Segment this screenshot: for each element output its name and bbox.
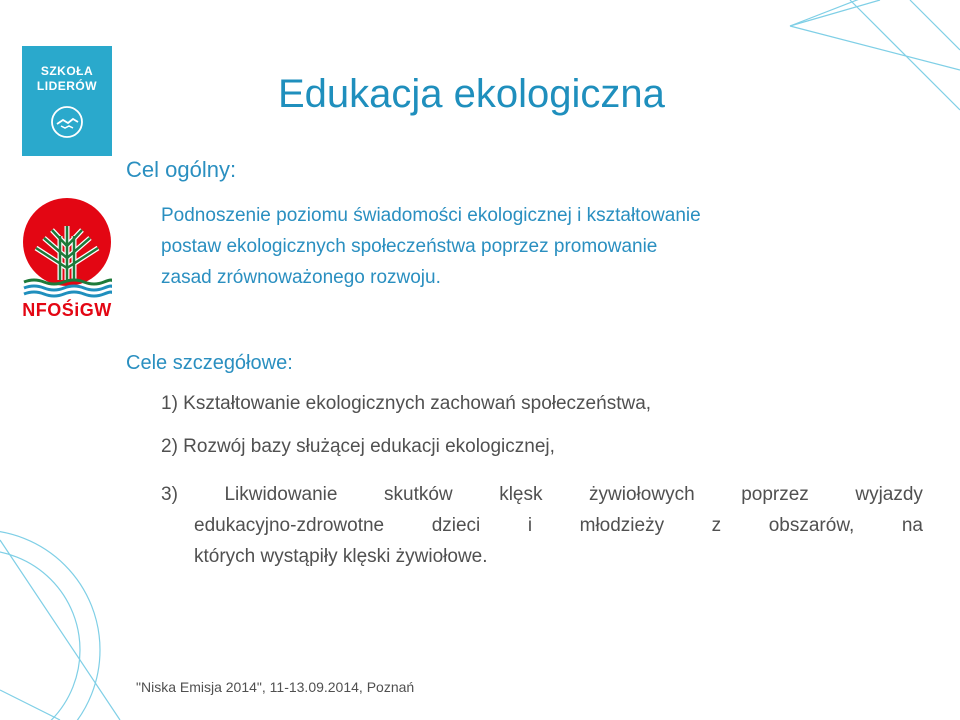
logo-line-2: LIDERÓW: [36, 79, 98, 93]
item-3-line-2: [161, 510, 923, 541]
word: 3): [161, 484, 178, 505]
word: młodzieży: [579, 515, 665, 536]
nfosigw-logo: [22, 196, 112, 322]
general-goal-line: postaw ekologicznych społeczeństwa poprzez promowanie: [161, 236, 658, 257]
specific-goal-item-2: 2) Rozwój bazy służącej edukacji ekologicznej,: [161, 436, 555, 457]
word: z: [711, 515, 722, 536]
general-goal-line: Podnoszenie poziomu świadomości ekologicznej i kształtowanie: [161, 205, 701, 226]
handshake-icon: [49, 104, 85, 140]
specific-goal-item-3: [161, 479, 923, 572]
word: żywiołowych: [589, 484, 695, 505]
slide-title: Edukacja ekologiczna: [278, 72, 665, 116]
general-goal-heading: Cel ogólny:: [126, 157, 237, 182]
word: edukacyjno-zdrowotne: [194, 515, 385, 536]
nfosigw-emblem-icon: [22, 196, 112, 300]
item-3-line-1: [161, 479, 923, 510]
item-3-line-3: których wystąpiły klęski żywiołowe.: [194, 546, 488, 567]
word: dzieci: [431, 515, 481, 536]
footer-text: "Niska Emisja 2014", 11-13.09.2014, Poznań: [136, 679, 415, 695]
specific-goals-heading: Cele szczegółowe:: [126, 352, 293, 374]
word: na: [901, 515, 923, 536]
word: Likwidowanie: [224, 484, 338, 505]
logo-line-1: SZKOŁA: [40, 64, 94, 78]
word: poprzez: [741, 484, 809, 505]
word: i: [527, 515, 533, 536]
szkola-liderow-logo: [22, 46, 112, 156]
word: skutków: [384, 484, 453, 505]
word: klęsk: [499, 484, 543, 505]
general-goal-text: [161, 200, 931, 293]
general-goal-line: zasad zrównoważonego rozwoju.: [161, 267, 441, 288]
word: obszarów,: [768, 515, 855, 536]
nfosigw-logo-text: NFOŚiGW: [22, 300, 112, 320]
specific-goal-item-1: 1) Kształtowanie ekologicznych zachowań społeczeństwa,: [161, 393, 652, 414]
word: wyjazdy: [855, 484, 923, 505]
